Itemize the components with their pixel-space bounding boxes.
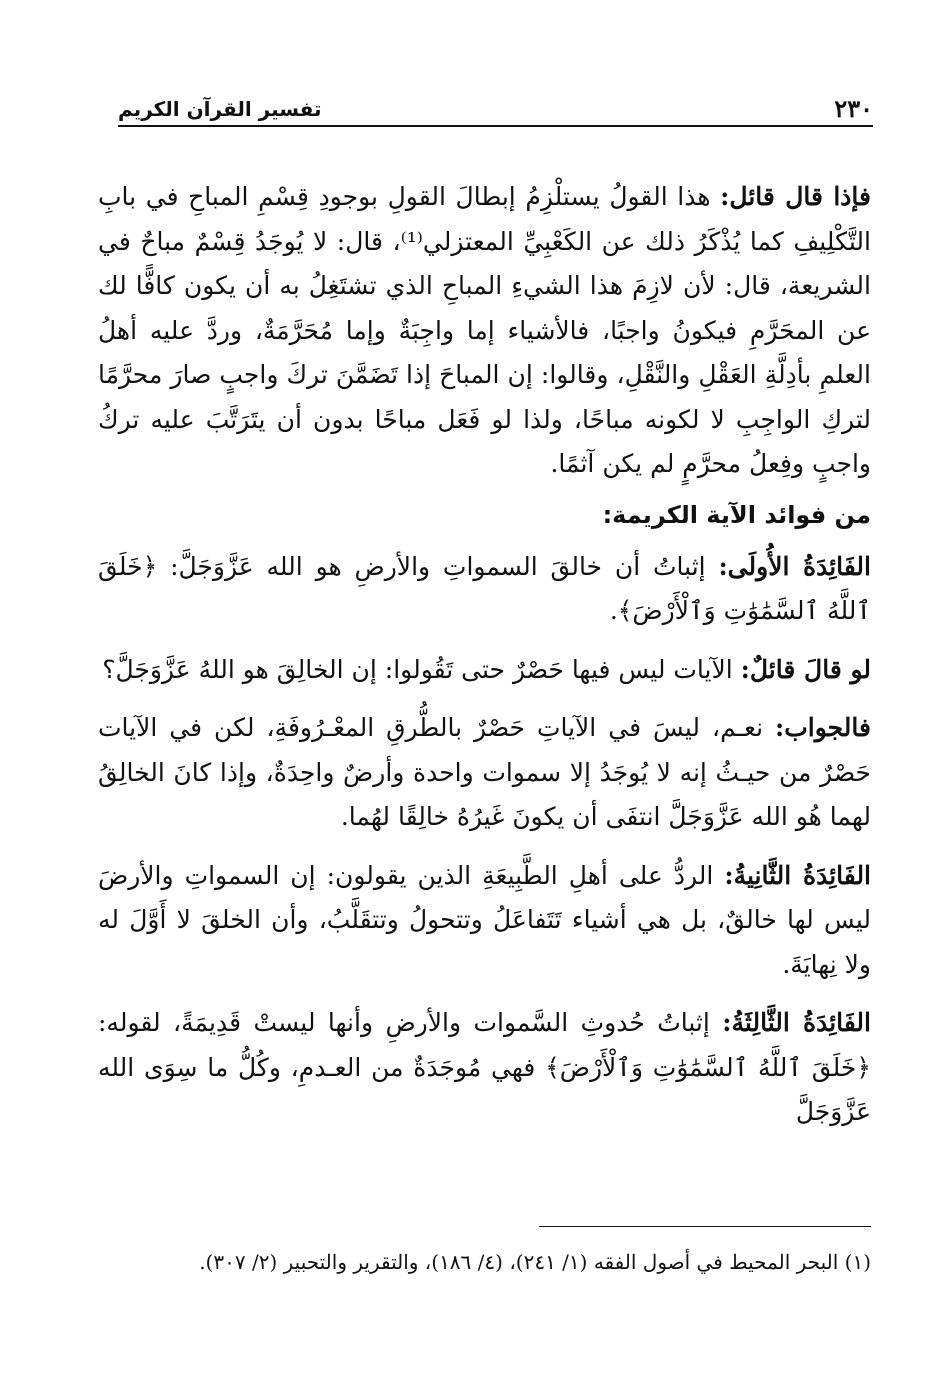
paragraph-lead: الفَائِدَةُ الثَّانِيةُ:: [724, 860, 872, 890]
paragraph-objection: [98, 175, 871, 487]
header-rule: [118, 125, 873, 127]
footnote-rule: [539, 1226, 871, 1227]
paragraph-text: الردُّ على أهلِ الطَّبِيعَةِ الذين يقولون: إن السمواتِ والأرضَ ليس لها خالقٌ، بل هي أشياء تَتَفاعَلُ وتتحولُ وتتقَلَّبُ، وأن الخلقَ لا أَوَّلَ له ولا نِهايَةَ.: [98, 860, 871, 979]
book-title: تفسير القرآن الكريم: [118, 97, 322, 121]
benefit-third: [98, 1001, 871, 1135]
paragraph-lead: الفَائِدَةُ الثَّالِثَةُ:: [722, 1008, 871, 1037]
page-number: ٢٣٠: [834, 94, 873, 123]
objection-question: [98, 648, 871, 693]
main-text: [98, 175, 871, 1135]
benefit-first: [98, 545, 871, 634]
running-header: [118, 96, 873, 122]
benefit-second: [98, 854, 871, 988]
paragraph-lead: فإذا قال قائل:: [720, 182, 871, 211]
paragraph-text: الآيات ليس فيها حَصْرٌ حتى تَقُولوا: إن الخالِقَ هو اللهُ عَزَّوَجَلَّ؟: [102, 654, 741, 684]
paragraph-lead: لو قالَ قائلٌ:: [740, 654, 871, 684]
section-heading: من فوائد الآية الكريمة:: [602, 500, 871, 529]
footnote: (١) البحر المحيط في أصول الفقه (١/ ٢٤١)، (٤/ ١٨٦)، والتقرير والتحبير (٢/ ٣٠٧).: [199, 1250, 871, 1274]
answer-paragraph: [98, 706, 871, 840]
paragraph-lead: فالجواب:: [775, 713, 871, 742]
paragraph-text: إثباتُ أن خالقَ السمواتِ والأرضِ هو الله عَزَّوَجَلَّ: ﴿خَلَقَ ٱللَّهُ ٱلسَّمَٰوَٰتِ وَٱلْأَرْضَ﴾.: [98, 551, 871, 625]
paragraph-text: هذا القولُ يستلْزِمُ إبطالَ القولِ بوجودِ قِسْمِ المباحِ في بابِ التَّكْلِيفِ كما يُذْكَرُ ذلك عن الكَعْبِيِّ المعتزلي⁽¹⁾، قال: لا يُوجَدُ قِسْمٌ مباحٌ في الشريعة، قال: لأن لازِمَ هذا الشيءِ المباحِ الذي تشتَغِلُ به أن يكون كافًّا لك عن المحَرَّمِ فيكونُ واجبًا، فالأشياء إما واجِبَةٌ وإما مُحَرَّمَةٌ، وردَّ عليه أهلُ العلمِ بأدِلَّةِ العَقْلِ والنَّقْلِ، وقالوا: إن المباحَ إذا تَضَمَّنَ تركَ واجبٍ صارَ محرَّمًا لتركِ الواجِبِ لا لكونه مباحًا، ولذا لو فَعَل مباحًا بدون أن يتَرَتَّبَ عليه تركُ واجبٍ وفِعلُ محرَّمٍ لم يكن آثمًا.: [98, 182, 871, 478]
paragraph-text: إثباتُ حُدوثِ السَّموات والأرضِ وأنها ليستْ قَدِيمَةً، لقوله: ﴿خَلَقَ ٱللَّهُ ٱلسَّمَٰوَٰتِ وَٱلْأَرْضَ﴾ فهي مُوجَدَةٌ من العـدمِ، وكُلُّ ما سِوَى الله عَزَّوَجَلَّ: [98, 1008, 871, 1126]
paragraph-lead: الفَائِدَةُ الأُولَى:: [718, 551, 871, 581]
paragraph-text: نعـم، ليسَ في الآياتِ حَصْرٌ بالطُّرقِ المعْـرُوفَةِ، لكن في الآيات حَصْرٌ من حيـثُ إنه لا يُوجَدُ إلا سموات واحدة وأرضٌ واحِدَةٌ، وإذا كانَ الخالِقُ لهما هُو الله عَزَّوَجَلَّ انتفَى أن يكونَ غَيرُهُ خالِقًا لهُما.: [98, 713, 871, 831]
